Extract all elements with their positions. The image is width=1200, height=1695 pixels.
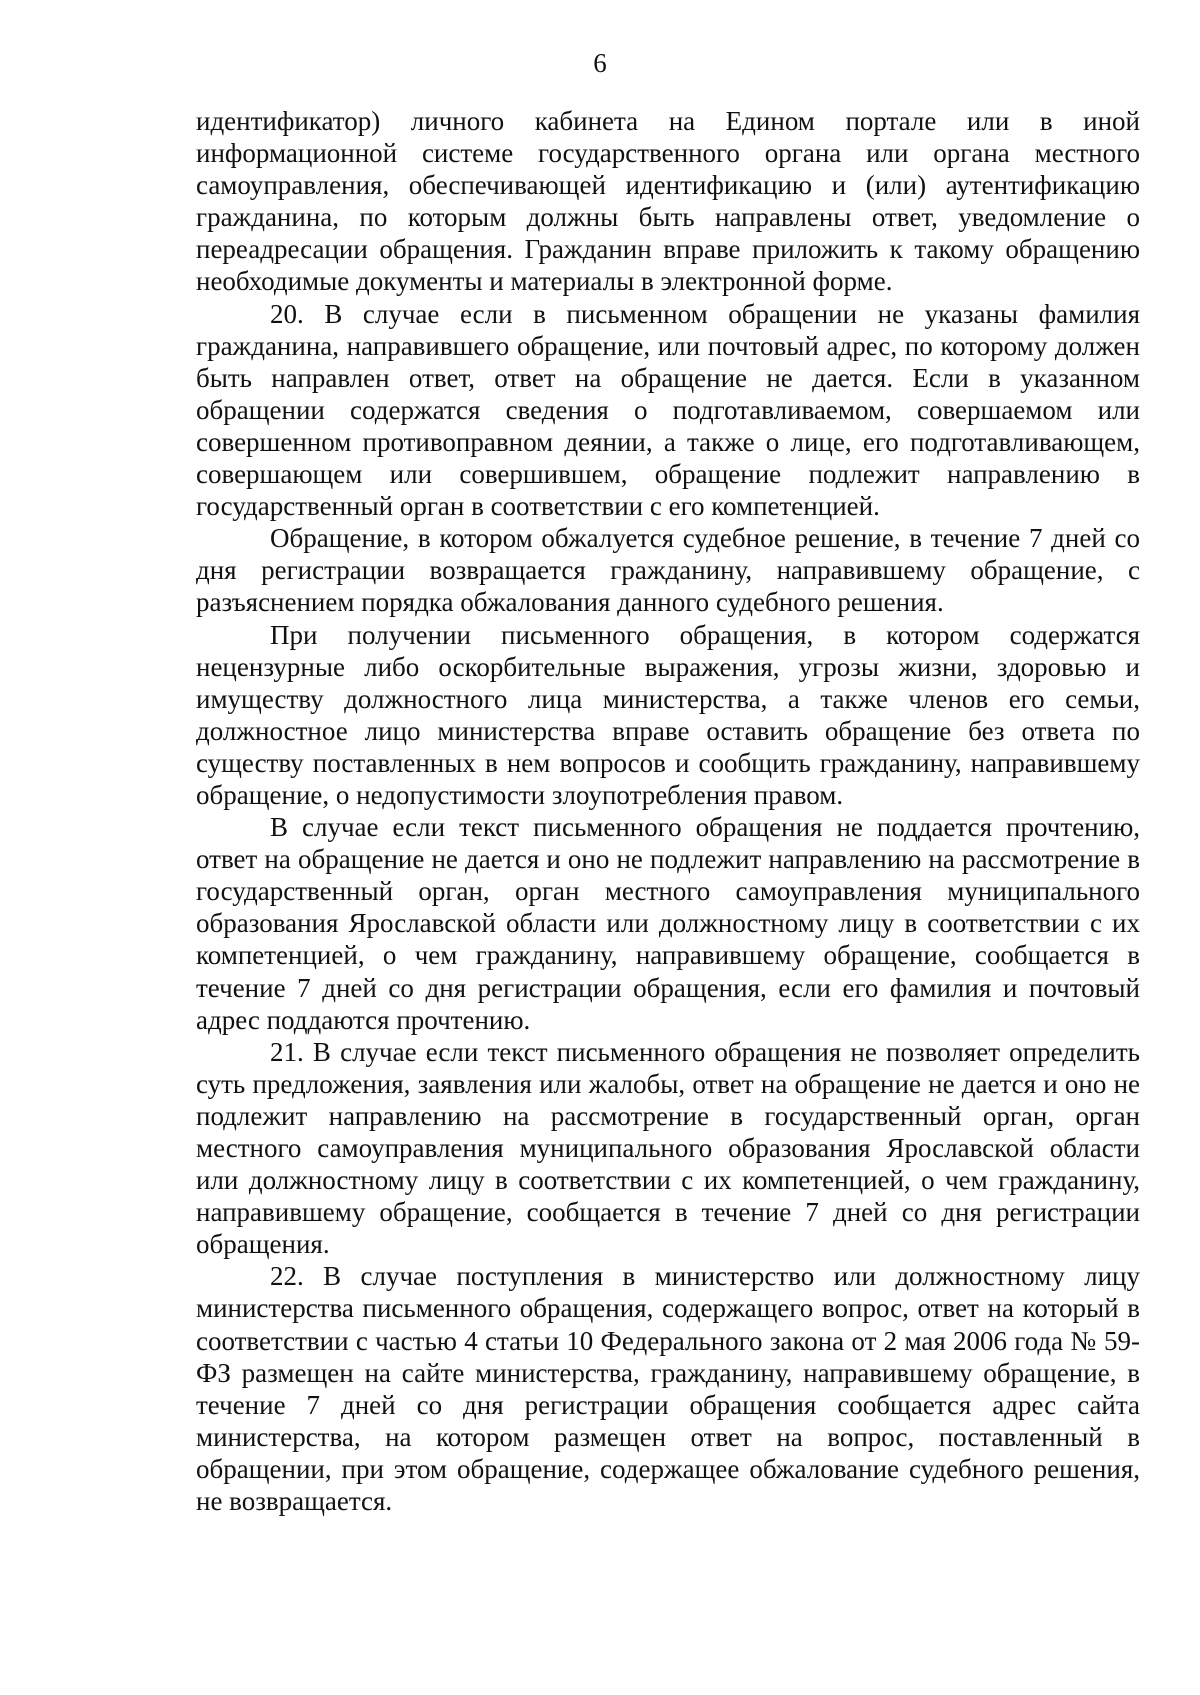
document-body (196, 105, 1140, 1517)
paragraph-item-20: 20. В случае если в письменном обращении не указаны фамилия гражданина, направившего обращение, или почтовый адрес, по которому должен быть направлен ответ, ответ на обращение не дается. Если в указанном обращении содержатся сведения о подготавливаемом, совершаемом или совершенном противоправном деянии, а также о лице, его подготавливающем, совершающем или совершившем, обращение подлежит направлению в государственный орган в соответствии с его компетенцией. (196, 298, 1140, 522)
paragraph-continuation: идентификатор) личного кабинета на Едином портале или в иной информационной системе государственного органа или органа местного самоуправления, обеспечивающей идентификацию и (или) аутентификацию гражданина, по которым должны быть направлены ответ, уведомление о переадресации обращения. Гражданин вправе приложить к такому обращению необходимые документы и материалы в электронной форме. (196, 106, 1140, 297)
paragraph-item-22: 22. В случае поступления в министерство или должностному лицу министерства письменного обращения, содержащего вопрос, ответ на который в соответствии с частью 4 статьи 10 Федерального закона от 2 мая 2006 года № 59-ФЗ размещен на сайте министерства, гражданину, направившему обращение, в течение 7 дней со дня регистрации обращения сообщается адрес сайта министерства, на котором размещен ответ на вопрос, поставленный в обращении, при этом обращение, содержащее обжалование судебного решения, не возвращается. (196, 1261, 1140, 1517)
paragraph-unreadable-text: В случае если текст письменного обращения не поддается прочтению, ответ на обращение не дается и оно не подлежит направлению на рассмотрение в государственный орган, орган местного самоуправления муниципального образования Ярославской области или должностному лицу в соответствии с их компетенцией, о чем гражданину, направившему обращение, сообщается в течение 7 дней со дня регистрации обращения, если его фамилия и почтовый адрес поддаются прочтению. (196, 812, 1140, 1035)
paragraph-item-21: 21. В случае если текст письменного обращения не позволяет определить суть предложения, заявления или жалобы, ответ на обращение не дается и оно не подлежит направлению на рассмотрение в государственный орган, орган местного самоуправления муниципального образования Ярославской области или должностному лицу в соответствии с их компетенцией, о чем гражданину, направившему обращение, сообщается в течение 7 дней со дня регистрации обращения. (196, 1036, 1140, 1260)
paragraph-court-decision-appeal: Обращение, в котором обжалуется судебное решение, в течение 7 дней со дня регистрации возвращается гражданину, направившему обращение, с разъяснением порядка обжалования данного судебного решения. (196, 523, 1140, 618)
paragraph-offensive-language: При получении письменного обращения, в котором содержатся нецензурные либо оскорбительные выражения, угрозы жизни, здоровью и имуществу должностного лица министерства, а также членов его семьи, должностное лицо министерства вправе оставить обращение без ответа по существу поставленных в нем вопросов и сообщить гражданину, направившему обращение, о недопустимости злоупотребления правом. (196, 619, 1140, 810)
page-number: 6 (593, 48, 607, 78)
